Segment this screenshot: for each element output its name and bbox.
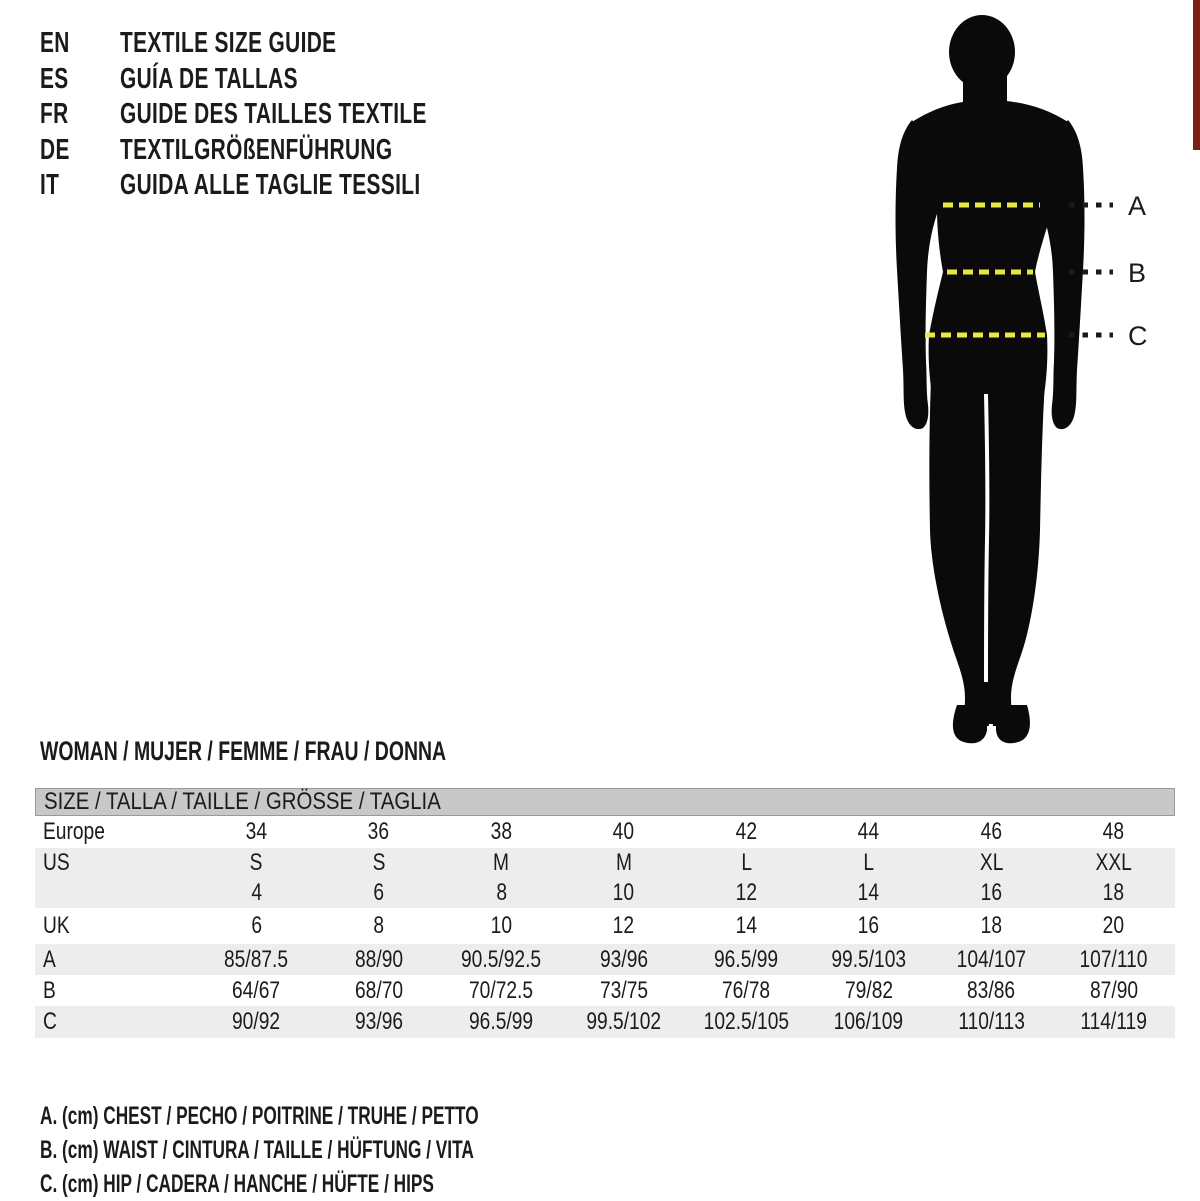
language-code: [40, 134, 120, 167]
size-value-cell: [440, 912, 563, 940]
language-title-text: TEXTILGRÖßENFÜHRUNG: [120, 133, 393, 166]
size-value-text: 104/107: [956, 945, 1026, 973]
size-value-cell: [1053, 977, 1176, 1005]
size-value-text: M: [493, 849, 510, 876]
language-code-text: IT: [40, 169, 60, 202]
language-code: [40, 63, 120, 96]
size-value-text: XXL: [1095, 849, 1132, 876]
size-value-cell: [930, 818, 1053, 846]
figure-area: [885, 10, 1195, 750]
size-value-text: 90/92: [232, 1008, 281, 1035]
table-row-b: [35, 975, 1175, 1006]
size-value-text: 36: [368, 818, 390, 845]
size-value-cell: [685, 879, 808, 907]
size-table-header: [35, 788, 1175, 816]
legend-chest-text: A. (cm) CHEST / PECHO / POITRINE / TRUHE / PETTO: [40, 1101, 479, 1130]
title-row: [40, 26, 546, 62]
size-value-text: 76/78: [722, 976, 771, 1004]
size-value-cell: [1053, 1008, 1176, 1036]
size-value-cell: [440, 1008, 563, 1036]
size-value-cell: [808, 912, 931, 940]
size-value-text: 93/96: [354, 1008, 403, 1035]
size-value-cell: [685, 818, 808, 846]
size-value-text: M: [615, 849, 632, 876]
language-code: [40, 27, 120, 60]
size-value-text: 70/72.5: [469, 976, 534, 1004]
size-value-cell: [563, 818, 686, 846]
marker-b-label: B: [1128, 258, 1147, 288]
size-value-text: 8: [373, 912, 385, 939]
size-value-cell: [440, 818, 563, 846]
size-value-text: 110/113: [957, 1008, 1025, 1035]
size-value-cell: [808, 946, 931, 974]
row-label-text: B: [43, 976, 56, 1004]
title-row: [40, 168, 546, 204]
size-value-cell: [563, 879, 686, 907]
size-table: [35, 788, 1175, 1038]
leg-separation-line: [986, 394, 987, 682]
size-value-cell: [318, 977, 441, 1005]
size-value-cell: [808, 1008, 931, 1036]
size-value-cell: [318, 849, 441, 877]
size-value-cell: [1053, 849, 1176, 877]
size-value-cell: [563, 912, 686, 940]
size-value-text: 6: [250, 912, 262, 939]
row-label: [35, 946, 195, 974]
row-label: [35, 912, 195, 940]
size-value-text: 14: [735, 912, 757, 939]
size-value-cell: [808, 977, 931, 1005]
size-value-text: S: [249, 849, 263, 876]
language-title: [120, 27, 421, 60]
size-value-cell: [685, 946, 808, 974]
row-label-text: US: [43, 849, 70, 876]
size-value-text: 10: [613, 879, 635, 906]
size-value-cell: [195, 912, 318, 940]
table-row-a: [35, 944, 1175, 975]
legend-chest-line: [40, 1099, 676, 1133]
size-value-text: 46: [980, 818, 1002, 845]
size-value-cell: [195, 879, 318, 907]
table-row-europe: [35, 816, 1175, 848]
table-row-uk: [35, 908, 1175, 944]
size-value-cell: [318, 1008, 441, 1036]
legend-hip-line: [40, 1167, 676, 1201]
gender-heading: [40, 736, 604, 767]
table-row-us-numeric: [35, 878, 1175, 908]
silhouette-left-foot: [953, 705, 987, 743]
table-row-c: [35, 1006, 1175, 1038]
size-value-text: 102.5/105: [703, 1008, 789, 1035]
size-value-cell: [440, 849, 563, 877]
size-value-text: 12: [735, 879, 757, 906]
size-value-text: 64/67: [232, 976, 281, 1004]
size-value-cell: [808, 849, 931, 877]
size-value-text: 44: [858, 818, 880, 845]
language-title-text: TEXTILE SIZE GUIDE: [120, 27, 337, 60]
size-value-text: 79/82: [844, 976, 893, 1004]
size-value-text: 12: [613, 912, 635, 939]
size-value-cell: [808, 818, 931, 846]
title-row: [40, 133, 546, 169]
row-label: [35, 818, 195, 846]
size-value-cell: [195, 849, 318, 877]
size-value-text: 68/70: [354, 976, 403, 1004]
language-title: [120, 63, 367, 96]
language-code-text: DE: [40, 133, 70, 166]
language-title-text: GUIDE DES TAILLES TEXTILE: [120, 98, 427, 131]
size-value-cell: [930, 946, 1053, 974]
row-label-text: A: [43, 945, 56, 973]
language-code-text: FR: [40, 98, 69, 131]
size-value-text: 8: [495, 879, 507, 906]
language-title: [120, 134, 498, 167]
size-value-cell: [685, 1008, 808, 1036]
size-value-cell: [563, 977, 686, 1005]
size-value-text: 20: [1103, 912, 1125, 939]
size-value-text: 14: [858, 879, 880, 906]
size-value-cell: [318, 946, 441, 974]
size-value-text: 114/119: [1080, 1008, 1148, 1035]
size-value-cell: [440, 977, 563, 1005]
legend-hip-text: C. (cm) HIP / CADERA / HANCHE / HÜFTE / HIPS: [40, 1169, 434, 1198]
size-value-text: 16: [980, 879, 1002, 906]
size-value-cell: [563, 849, 686, 877]
size-value-text: 16: [858, 912, 880, 939]
silhouette-right-foot: [996, 705, 1030, 743]
size-value-text: S: [372, 849, 386, 876]
edge-red-strip: [1193, 0, 1200, 150]
size-value-cell: [563, 1008, 686, 1036]
legend-waist-text: B. (cm) WAIST / CINTURA / TAILLE / HÜFTUNG / VITA: [40, 1135, 474, 1164]
size-value-cell: [1053, 912, 1176, 940]
language-code: [40, 169, 120, 202]
language-title-block: [40, 26, 546, 204]
silhouette-right-arm: [1040, 120, 1084, 429]
size-value-cell: [195, 946, 318, 974]
size-value-text: 87/90: [1089, 976, 1138, 1004]
size-value-cell: [1053, 879, 1176, 907]
size-value-cell: [930, 912, 1053, 940]
gender-heading-text: WOMAN / MUJER / FEMME / FRAU / DONNA: [40, 736, 447, 766]
size-value-cell: [440, 879, 563, 907]
title-row: [40, 62, 546, 98]
language-title-text: GUÍA DE TALLAS: [120, 62, 298, 95]
size-value-cell: [318, 818, 441, 846]
row-label-text: UK: [43, 912, 70, 939]
row-label: [35, 849, 195, 877]
size-value-text: 106/109: [834, 1008, 904, 1035]
size-value-text: 4: [250, 879, 262, 906]
language-title: [120, 98, 546, 131]
row-label: [35, 879, 195, 907]
size-value-text: 83/86: [967, 976, 1016, 1004]
size-value-text: 10: [490, 912, 512, 939]
size-value-cell: [195, 977, 318, 1005]
feet-separation-line: [990, 724, 991, 743]
size-value-cell: [930, 849, 1053, 877]
size-value-cell: [808, 879, 931, 907]
row-label-text: C: [43, 1008, 57, 1035]
size-value-cell: [685, 849, 808, 877]
size-value-cell: [685, 912, 808, 940]
size-table-rows: [35, 816, 1175, 1038]
size-value-text: 99.5/102: [586, 1008, 662, 1035]
size-value-cell: [1053, 946, 1176, 974]
measurement-legend: [40, 1099, 676, 1201]
marker-c-label: C: [1128, 321, 1148, 351]
size-value-text: 107/110: [1079, 945, 1148, 973]
size-value-text: 6: [373, 879, 385, 906]
size-value-text: 85/87.5: [224, 945, 289, 973]
language-code: [40, 98, 120, 131]
title-row: [40, 97, 546, 133]
size-value-text: 40: [613, 818, 635, 845]
size-value-text: 88/90: [354, 945, 403, 973]
size-value-cell: [195, 818, 318, 846]
size-value-text: L: [863, 849, 875, 876]
size-value-text: 73/75: [599, 976, 648, 1004]
row-label: [35, 1008, 195, 1036]
size-value-cell: [318, 912, 441, 940]
woman-silhouette: [896, 15, 1085, 743]
size-value-text: 96.5/99: [469, 1008, 534, 1035]
woman-silhouette-graphic: [885, 10, 1195, 750]
size-value-cell: [930, 977, 1053, 1005]
size-value-cell: [563, 946, 686, 974]
size-value-text: XL: [979, 849, 1003, 876]
size-value-cell: [440, 946, 563, 974]
size-value-cell: [930, 879, 1053, 907]
size-value-cell: [318, 879, 441, 907]
language-code-text: ES: [40, 62, 69, 95]
size-value-cell: [930, 1008, 1053, 1036]
language-title: [120, 169, 537, 202]
size-value-text: 18: [980, 912, 1002, 939]
legend-waist-line: [40, 1133, 676, 1167]
size-value-text: L: [740, 849, 752, 876]
size-value-cell: [685, 977, 808, 1005]
row-label: [35, 977, 195, 1005]
size-value-text: 99.5/103: [831, 945, 907, 973]
size-value-cell: [195, 1008, 318, 1036]
size-value-cell: [1053, 818, 1176, 846]
row-label-text: Europe: [43, 818, 105, 845]
size-value-text: 42: [735, 818, 757, 845]
size-value-text: 93/96: [599, 945, 648, 973]
size-value-text: 90.5/92.5: [461, 945, 542, 973]
marker-a-label: A: [1128, 191, 1147, 221]
table-row-us: [35, 848, 1175, 878]
size-value-text: 18: [1103, 879, 1125, 906]
size-value-text: 48: [1103, 818, 1125, 845]
language-title-text: GUIDA ALLE TAGLIE TESSILI: [120, 169, 421, 202]
size-value-text: 38: [490, 818, 512, 845]
size-value-text: 96.5/99: [714, 945, 779, 973]
language-code-text: EN: [40, 27, 70, 60]
size-value-text: 34: [245, 818, 267, 845]
size-table-header-text: SIZE / TALLA / TAILLE / GRÖSSE / TAGLIA: [44, 788, 441, 815]
